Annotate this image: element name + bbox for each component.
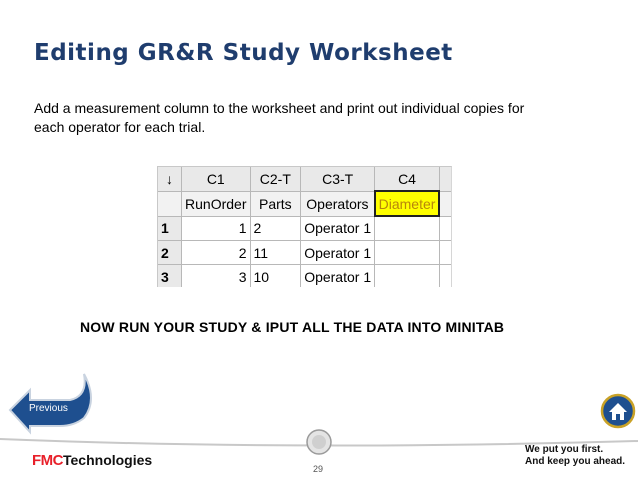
- cell-run-order: 3: [182, 265, 250, 288]
- cell-parts: 11: [250, 241, 301, 265]
- cell-parts: 2: [250, 216, 301, 241]
- column-name-operators: Operators: [301, 191, 375, 216]
- column-name-parts: Parts: [250, 191, 301, 216]
- slide-title: Editing GR&R Study Worksheet: [34, 40, 453, 66]
- table-row: [158, 241, 451, 265]
- cell-diameter: [375, 241, 440, 265]
- column-name-row: [158, 191, 451, 216]
- table-row: [158, 265, 451, 288]
- table-row: [158, 216, 451, 241]
- row-number: 3: [158, 265, 182, 288]
- row-number: 1: [158, 216, 182, 241]
- column-header-row: [158, 167, 451, 191]
- cell-filler: [439, 265, 451, 288]
- cell-run-order: 2: [182, 241, 250, 265]
- body-text: Add a measurement column to the worksheet and print out individual copies for each operator for each trial.: [34, 100, 525, 135]
- column-name-filler: [439, 191, 451, 216]
- cell-operators: Operator 1: [301, 265, 375, 288]
- page-number: 29: [313, 464, 324, 474]
- column-header-c2: C2-T: [250, 167, 301, 191]
- tagline-line-1: We put you first.: [525, 444, 604, 455]
- logo-brand: FMC: [32, 452, 63, 469]
- instruction-text: NOW RUN YOUR STUDY & IPUT ALL THE DATA INTO MINITAB: [80, 319, 505, 335]
- fmc-logo: [32, 452, 152, 469]
- previous-label[interactable]: Previous: [29, 403, 68, 414]
- column-header-c3: C3-T: [301, 167, 375, 191]
- corner-arrow-icon: ↓: [158, 167, 182, 191]
- column-name-diameter: Diameter: [375, 191, 440, 216]
- home-icon[interactable]: [600, 393, 636, 429]
- cell-operators: Operator 1: [301, 241, 375, 265]
- column-header-c4: C4: [375, 167, 440, 191]
- name-row-header: [158, 191, 182, 216]
- tagline: [525, 444, 625, 468]
- worksheet-table: [158, 167, 451, 287]
- cell-diameter: [375, 265, 440, 288]
- column-name-runorder: RunOrder: [182, 191, 250, 216]
- cell-filler: [439, 216, 451, 241]
- logo-suffix: Technologies: [63, 452, 153, 468]
- info-badge-icon: [305, 428, 333, 456]
- cell-filler: [439, 241, 451, 265]
- cell-run-order: 1: [182, 216, 250, 241]
- cell-parts: 10: [250, 265, 301, 288]
- worksheet-screenshot: [157, 166, 452, 287]
- cell-diameter: [375, 216, 440, 241]
- cell-operators: Operator 1: [301, 216, 375, 241]
- column-header-c1: C1: [182, 167, 250, 191]
- tagline-line-2: And keep you ahead.: [525, 456, 626, 467]
- row-number: 2: [158, 241, 182, 265]
- column-header-filler: [439, 167, 451, 191]
